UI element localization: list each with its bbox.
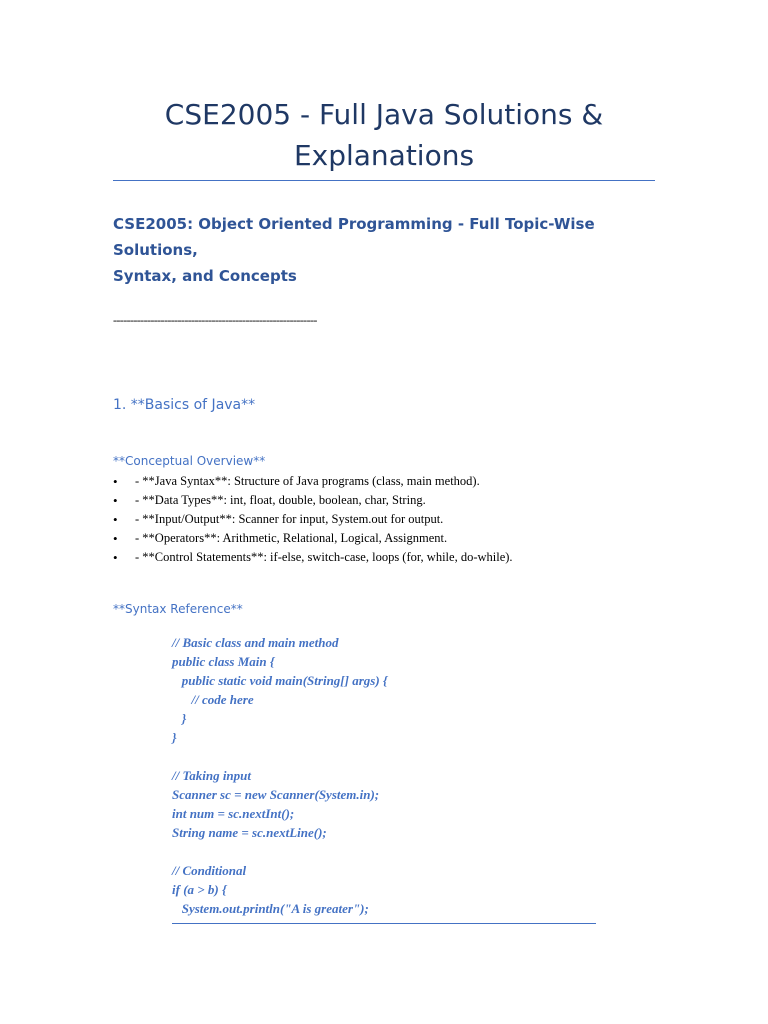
code-line: Scanner sc = new Scanner(System.in);: [172, 787, 380, 802]
code-line: System.out.println("A is greater");: [172, 901, 369, 916]
list-item-text: - **Data Types**: int, float, double, boolean, char, String.: [135, 493, 426, 507]
subtitle-line-1: CSE2005: Object Oriented Programming - Full Topic-Wise Solutions,: [113, 215, 595, 259]
code-line: // Basic class and main method: [172, 635, 339, 650]
bullet-icon: •: [113, 550, 118, 565]
conceptual-overview-heading: **Conceptual Overview**: [113, 454, 266, 468]
code-line: // Conditional: [172, 863, 247, 878]
list-item: [113, 510, 513, 529]
list-item: [113, 529, 513, 548]
code-line: [172, 842, 596, 861]
document-title: [113, 94, 655, 176]
list-item: [113, 548, 513, 567]
bullet-icon: •: [113, 493, 118, 508]
section-heading-basics: 1. **Basics of Java**: [113, 397, 256, 413]
code-line: public static void main(String[] args) {: [172, 673, 388, 688]
code-line: [172, 747, 596, 766]
document-title-line-2: Explanations: [293, 139, 475, 172]
list-item-text: - **Control Statements**: if-else, switch-case, loops (for, while, do-while).: [135, 550, 513, 564]
code-line: if (a > b) {: [172, 882, 227, 897]
list-item: [113, 491, 513, 510]
code-line: // Taking input: [172, 768, 251, 783]
title-underline: [113, 180, 655, 181]
document-title-line-1: CSE2005 - Full Java Solutions &: [164, 98, 604, 131]
code-line: public class Main {: [172, 654, 275, 669]
bullet-icon: •: [113, 512, 118, 527]
bullet-icon: •: [113, 531, 118, 546]
list-item-text: - **Java Syntax**: Structure of Java programs (class, main method).: [135, 474, 480, 488]
syntax-reference-heading: **Syntax Reference**: [113, 602, 243, 616]
code-block: [172, 633, 596, 924]
list-item-text: - **Input/Output**: Scanner for input, System.out for output.: [135, 512, 444, 526]
list-item-text: - **Operators**: Arithmetic, Relational, Logical, Assignment.: [135, 531, 448, 545]
code-line: }: [172, 711, 187, 726]
list-item: [113, 472, 513, 491]
separator-line: ------------------------------------------------------------: [113, 313, 317, 327]
code-line: int num = sc.nextInt();: [172, 806, 295, 821]
subtitle-line-2: Syntax, and Concepts: [113, 267, 297, 285]
document-subtitle: [113, 211, 673, 289]
code-line: // code here: [172, 692, 254, 707]
bullet-icon: •: [113, 474, 118, 489]
overview-bullet-list: [113, 472, 513, 567]
code-line: }: [172, 730, 177, 745]
code-line: String name = sc.nextLine();: [172, 825, 327, 840]
